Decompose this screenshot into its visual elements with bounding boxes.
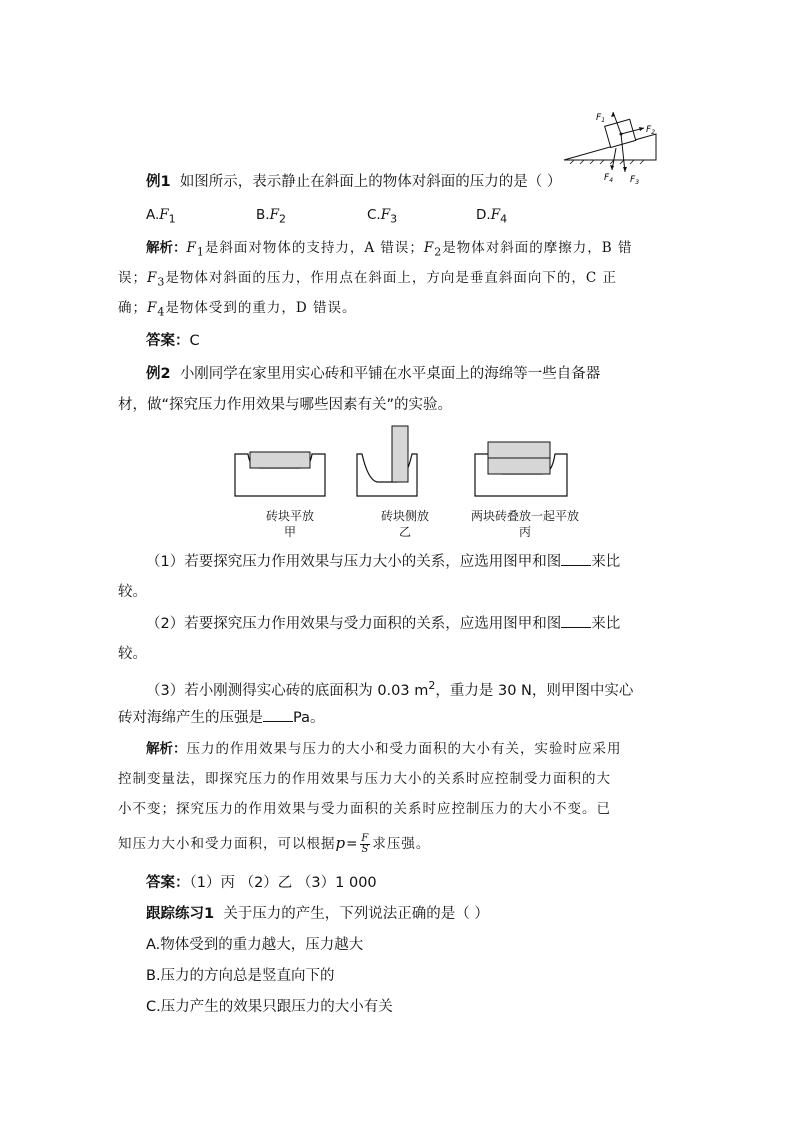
example1-analysis-line3: 确；$F_4$是物体受到的重力，D 错误。 xyxy=(118,300,357,319)
example2-question-line1: 例2 小刚同学在家里用实心砖和平铺在水平桌面上的海绵等一些自备器 xyxy=(146,366,601,382)
caption-jia: 砖块平放 甲 xyxy=(265,509,314,539)
example1-option-d: $D.F_4$ xyxy=(476,207,508,226)
example1-option-c: $C.F_3$ xyxy=(367,207,398,226)
example2-q1-line2: 较。 xyxy=(118,584,147,600)
practice1-option-a: A.物体受到的重力越大，压力越大 xyxy=(146,937,364,953)
example1-answer: 答案：C xyxy=(146,333,200,349)
example2-q3-line1: （3）若小刚测得实心砖的底面积为 0.03 $m^2$，重力是 30 N，则甲图中实心 xyxy=(146,679,634,699)
example2-question-line2: 材，做“探究压力作用效果与哪些因素有关”的实验。 xyxy=(118,397,453,413)
practice1-question: 跟踪练习1 关于压力的产生，下列说法正确的是（ ） xyxy=(146,906,489,922)
example2-q2-line2: 较。 xyxy=(118,646,147,662)
example2-analysis-line4: 知压力大小和受力面积，可以根据p= $\frac{F}{S}$ 求压强。 xyxy=(118,833,431,855)
answer-blank[interactable] xyxy=(561,551,591,566)
example2-answer: 答案：（1）丙 （2）乙 （3）1 000 xyxy=(146,875,377,891)
label-f3: $F_3$ xyxy=(630,175,640,186)
caption-bing: 两块砖叠放一起平放 丙 xyxy=(470,509,579,539)
label-f1: $F_1$ xyxy=(596,113,606,124)
caption-yi: 砖块侧放 乙 xyxy=(380,509,429,539)
example2-q1-line1: （1）若要探究压力作用效果与压力大小的关系，应选用图甲和图 来比 xyxy=(146,551,706,572)
answer-blank[interactable] xyxy=(263,707,293,722)
example1-option-a: $A.F_1$ xyxy=(146,207,176,226)
example1-analysis-line2: 误；$F_3$是物体对斜面的压力，作用点在斜面上，方向是垂直斜面向下的，C 正 xyxy=(118,270,617,289)
example2-analysis-line1: 解析：压力的作用效果与压力的大小和受力面积的大小有关，实验时应采用 xyxy=(146,741,622,757)
example2-q3-line2: 砖对海绵产生的压强是 Pa。 xyxy=(118,707,678,728)
example2-analysis-line3: 小不变；探究压力的作用效果与受力面积的关系时应控制压力的大小不变。已 xyxy=(118,801,611,817)
label-f2: $F_2$ xyxy=(646,125,656,136)
example1-analysis-line1: 解析：$F_1$是斜面对物体的支持力，A 错误；$F_2$是物体对斜面的摩擦力，B 错 xyxy=(146,240,633,259)
example1-question: 例1 如图所示，表示静止在斜面上的物体对斜面的压力的是（ ） xyxy=(146,174,562,190)
practice1-option-c: C.压力产生的效果只跟压力的大小有关 xyxy=(146,999,393,1015)
example1-option-b: $B.F_2$ xyxy=(256,207,286,226)
pressure-formula: $\frac{F}{S}$ xyxy=(361,833,370,855)
answer-blank[interactable] xyxy=(561,613,591,628)
example2-analysis-line2: 控制变量法，即探究压力的作用效果与压力大小的关系时应控制受力面积的大 xyxy=(118,771,611,787)
label-f4: $F_4$ xyxy=(604,173,614,184)
sponge-brick-figure xyxy=(230,424,580,500)
example2-q2-line1: （2）若要探究压力作用效果与受力面积的关系，应选用图甲和图 来比 xyxy=(146,613,706,634)
practice1-option-b: B.压力的方向总是竖直向下的 xyxy=(146,968,335,984)
